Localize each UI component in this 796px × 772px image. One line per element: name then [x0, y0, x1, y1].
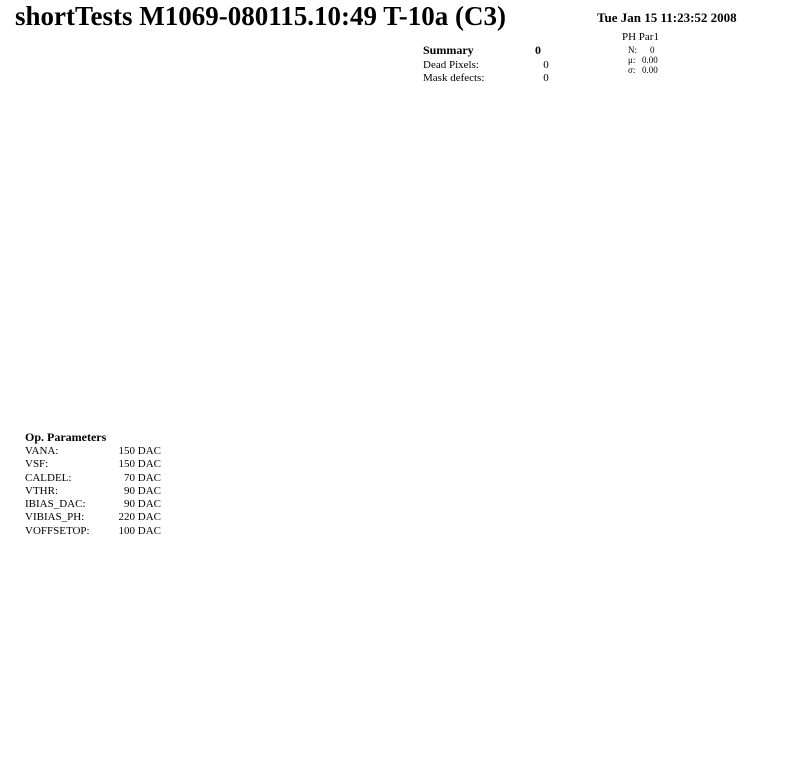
op-parameters-block: [25, 430, 161, 538]
op-param-value: 100 DAC: [118, 524, 161, 537]
stat-label: σ:: [628, 65, 636, 75]
stat-label: N:: [628, 45, 637, 55]
summary-total: 0: [535, 43, 541, 57]
summary-title: Summary: [423, 43, 474, 57]
op-param-label: VANA:: [25, 445, 59, 457]
op-param-row: [25, 471, 161, 485]
stat-label: μ:: [628, 55, 636, 65]
op-param-label: CALDEL:: [25, 471, 72, 484]
stat-value: 0.00: [642, 55, 658, 65]
op-param-row: [25, 511, 161, 524]
op-param-value: 90 DAC: [124, 498, 161, 511]
op-param-label: VSF:: [25, 458, 49, 471]
stat-value: 0.00: [642, 65, 658, 75]
op-param-label: VIBIAS_PH:: [25, 511, 85, 524]
op-param-label: IBIAS_DAC:: [25, 498, 86, 511]
op-param-value: 150 DAC: [118, 458, 161, 471]
op-param-row: [25, 458, 161, 471]
summary-label: Mask defects:: [423, 72, 485, 84]
summary-label: Dead Pixels:: [423, 59, 479, 71]
op-param-label: VTHR:: [25, 484, 58, 497]
op-param-value: 150 DAC: [118, 445, 161, 457]
timestamp: Tue Jan 15 11:23:52 2008: [597, 10, 737, 25]
op-param-row: [25, 498, 161, 511]
summary-value: 0: [543, 72, 549, 84]
page-title: shortTests M1069-080115.10:49 T-10a (C3): [15, 1, 507, 31]
op-param-value: 220 DAC: [118, 511, 161, 524]
op-parameters-title: Op. Parameters: [25, 430, 107, 444]
op-param-value: 70 DAC: [124, 471, 161, 484]
stat-value: 0: [650, 45, 655, 55]
ph-par1-title: PH Par1: [622, 31, 659, 43]
op-param-row: [25, 524, 161, 538]
op-param-row: [25, 484, 161, 498]
op-param-row: [25, 445, 161, 458]
op-param-value: 90 DAC: [124, 484, 161, 497]
op-param-label: VOFFSETOP:: [25, 524, 90, 537]
summary-value: 0: [543, 59, 549, 71]
